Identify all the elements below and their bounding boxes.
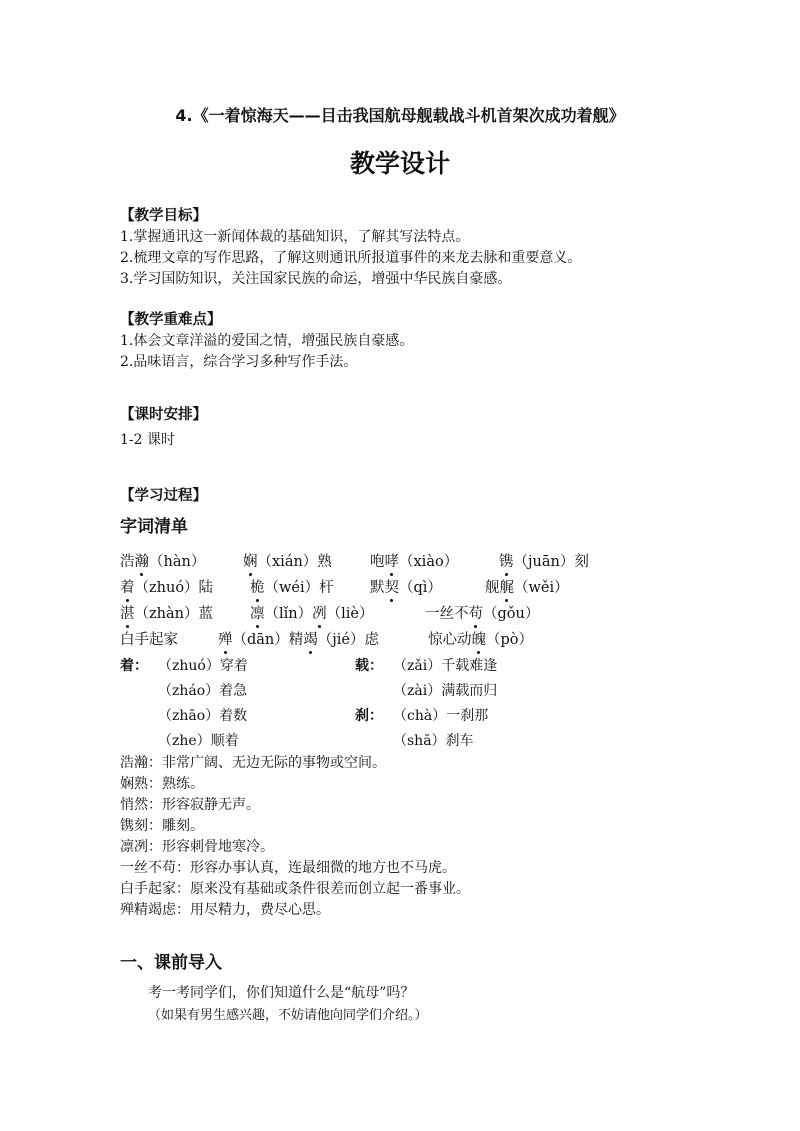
poly-zai-1: （zǎi）千载难逢 [393, 658, 498, 674]
definition-4: 镌刻：雕刻。 [120, 818, 204, 834]
goals-heading: 【教学目标】 [120, 208, 207, 224]
definition-2: 娴熟：熟练。 [120, 776, 204, 792]
goal-item-1: 1.掌握通讯这一新闻体裁的基础知识，了解其写法特点。 [120, 229, 470, 245]
process-heading: 【学习过程】 [120, 488, 207, 504]
vocab-row-3-b: 凛（lǐn）冽（liè） [250, 602, 373, 623]
vocab-row-2-d: 舰艉（wěi） [485, 576, 569, 597]
definition-1: 浩瀚：非常广阔、无边无际的事物或空间。 [120, 755, 386, 771]
vocab-title: 字词清单 [120, 517, 188, 537]
vocab-row-3: 湛（zhàn）蓝 [120, 602, 213, 623]
key-point-1: 1.体会文章洋溢的爱国之情，增强民族自豪感。 [120, 333, 414, 349]
definition-6: 一丝不苟：形容办事认真，连最细微的地方也不马虎。 [120, 860, 456, 876]
vocab-row-1: 浩瀚（hàn） [120, 550, 205, 571]
poly-zai-2: （zài）满载而归 [393, 683, 498, 699]
poly-zai-label: 载： [355, 658, 383, 674]
definition-8: 殚精竭虑：用尽精力，费尽心思。 [120, 902, 330, 918]
intro-heading: 一、课前导入 [120, 953, 222, 973]
definition-7: 白手起家：原来没有基础或条件很差而创立起一番事业。 [120, 881, 470, 897]
key-point-2: 2.品味语言，综合学习多种写作手法。 [120, 354, 358, 370]
definition-3: 悄然：形容寂静无声。 [120, 797, 260, 813]
document-title: 4.《一着惊海天——目击我国航母舰载战斗机首架次成功着舰》 [175, 106, 625, 125]
poly-zhe-2: （zháo）着急 [158, 683, 248, 699]
vocab-row-1-c: 咆哮（xiào） [370, 550, 458, 571]
poly-zhe-4: （zhe）顺着 [158, 733, 239, 749]
schedule-value: 1-2 课时 [120, 432, 175, 448]
vocab-row-4-c: 惊心动魄（pò） [428, 628, 533, 649]
vocab-row-3-c: 一丝不苟（gǒu） [425, 602, 539, 623]
vocab-row-2-c: 默契（qì） [370, 576, 442, 597]
schedule-heading: 【课时安排】 [120, 407, 207, 423]
poly-zhe-label: 着： [120, 658, 148, 674]
vocab-row-4: 白手起家 [120, 632, 178, 648]
vocab-row-2-b: 桅（wéi）杆 [250, 576, 334, 597]
vocab-row-2: 着（zhuó）陆 [120, 576, 213, 597]
vocab-row-1-d: 镌（juān）刻 [499, 550, 589, 571]
goal-item-2: 2.梳理文章的写作思路，了解这则通讯所报道事件的来龙去脉和重要意义。 [120, 250, 582, 266]
vocab-row-4-b: 殚（dān）精竭（jié）虑 [218, 628, 379, 649]
poly-sha-label: 刹： [355, 708, 383, 724]
goal-item-3: 3.学习国防知识，关注国家民族的命运，增强中华民族自豪感。 [120, 271, 512, 287]
poly-zhe-3: （zhāo）着数 [158, 708, 248, 724]
definition-5: 凛冽：形容刺骨地寒冷。 [120, 839, 274, 855]
intro-question: 考一考同学们，你们知道什么是“航母”吗？ [148, 985, 415, 1001]
intro-note: （如果有男生感兴趣，不妨请他向同学们介绍。） [148, 1008, 428, 1023]
poly-sha-2: （shā）刹车 [393, 733, 474, 749]
key-points-heading: 【教学重难点】 [120, 312, 222, 328]
vocab-row-1-b: 娴（xián）熟 [243, 550, 332, 571]
document-subtitle: 教学设计 [349, 149, 450, 178]
poly-sha-1: （chà）一刹那 [393, 708, 489, 724]
poly-zhe-1: （zhuó）穿着 [158, 658, 248, 674]
